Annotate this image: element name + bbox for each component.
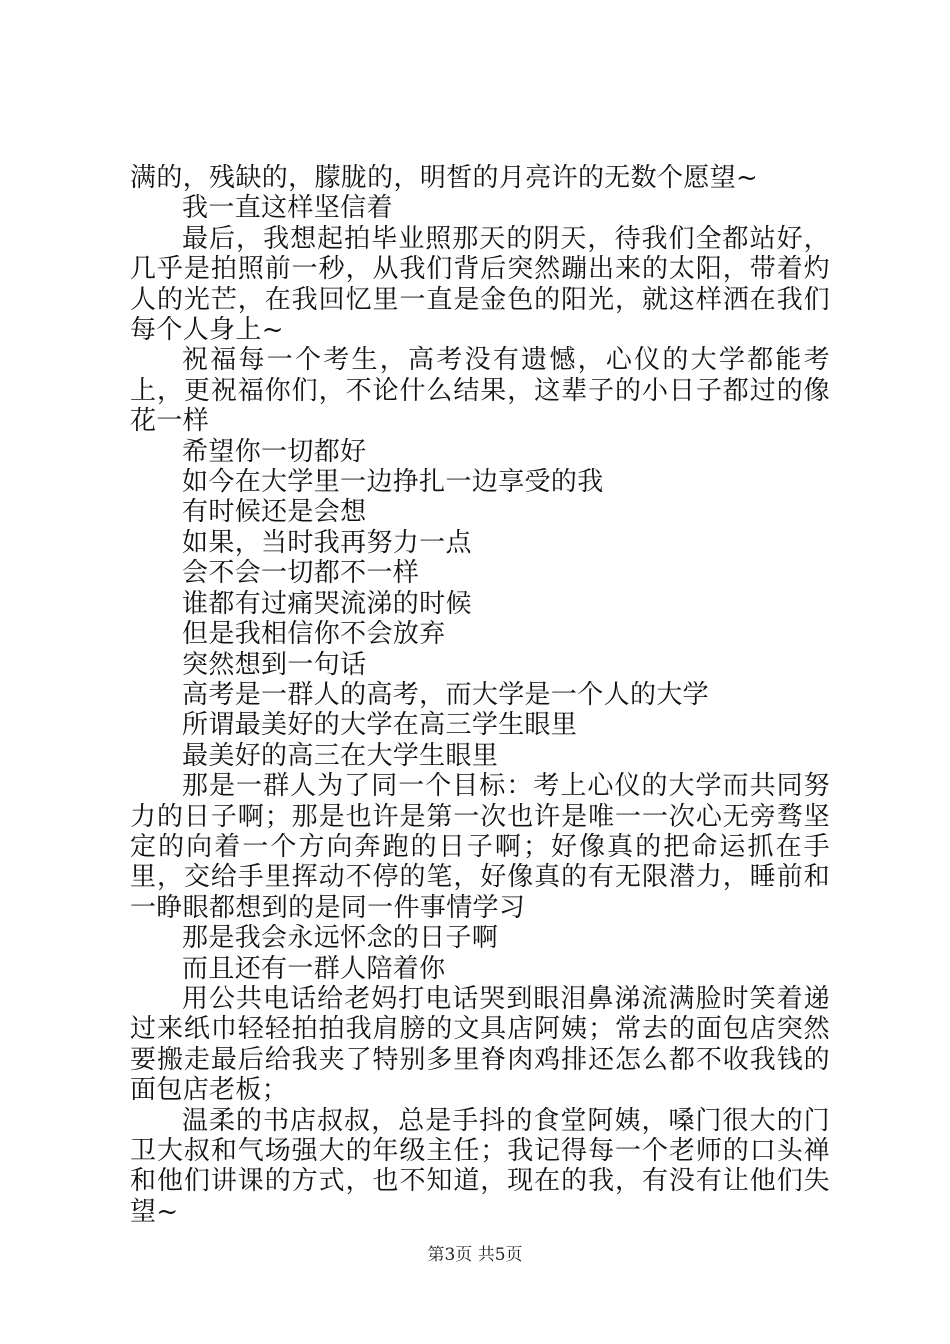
page-number-footer: 第3页 共5页: [427, 1245, 523, 1265]
paragraph: 如今在大学里一边挣扎一边享受的我: [182, 467, 604, 498]
paragraph: 祝福每一个考生，高考没有遗憾，心仪的大学都能考上，更祝福你们，不论什么结果，这辈子的小日子都过的像花一样: [130, 345, 830, 437]
paragraph: 最后，我想起拍毕业照那天的阴天，待我们全都站好，几乎是拍照前一秒，从我们背后突然蹦出来的太阳，带着灼人的光芒，在我回忆里一直是金色的阳光，就这样洒在我们每个人身上~: [130, 223, 830, 346]
paragraph: 我一直这样坚信着: [182, 193, 393, 224]
paragraph: 高考是一群人的高考，而大学是一个人的大学: [182, 679, 710, 710]
paragraph: 谁都有过痛哭流涕的时候: [182, 588, 472, 619]
paragraph: 但是我相信你不会放弃: [182, 619, 446, 650]
paragraph: 满的，残缺的，朦胧的，明皙的月亮许的无数个愿望~: [130, 163, 759, 193]
paragraph: 所谓最美好的大学在高三学生眼里: [182, 710, 578, 741]
paragraph: 用公共电话给老妈打电话哭到眼泪鼻涕流满脸时笑着递过来纸巾轻轻拍拍我肩膀的文具店阿姨；常去的面包店突然要搬走最后给我夹了特别多里脊肉鸡排还怎么都不收我钱的面包店老板；: [130, 983, 830, 1106]
paragraph: 有时候还是会想: [182, 497, 367, 528]
paragraph: 而且还有一群人陪着你: [182, 953, 446, 984]
paragraph: 那是我会永远怀念的日子啊: [182, 923, 499, 954]
paragraph: 希望你一切都好: [182, 436, 367, 467]
paragraph: 会不会一切都不一样: [182, 558, 420, 589]
paragraph: 突然想到一句话: [182, 649, 367, 680]
paragraph: 温柔的书店叔叔，总是手抖的食堂阿姨，嗓门很大的门卫大叔和气场强大的年级主任；我记得每一个老师的口头禅和他们讲课的方式，也不知道，现在的我，有没有让他们失望~: [130, 1105, 830, 1227]
paragraph: 最美好的高三在大学生眼里: [182, 740, 499, 771]
paragraph: 那是一群人为了同一个目标：考上心仪的大学而共同努力的日子啊；那是也许是第一次也许是唯一一次心无旁骛坚定的向着一个方向奔跑的日子啊；好像真的把命运抓在手里，交给手里挥动不停的笔，好像真的有无限潜力，睡前和一睁眼都想到的是同一件事情学习: [130, 771, 830, 923]
paragraph: 如果，当时我再努力一点: [182, 527, 472, 558]
document-body: [130, 163, 830, 1227]
